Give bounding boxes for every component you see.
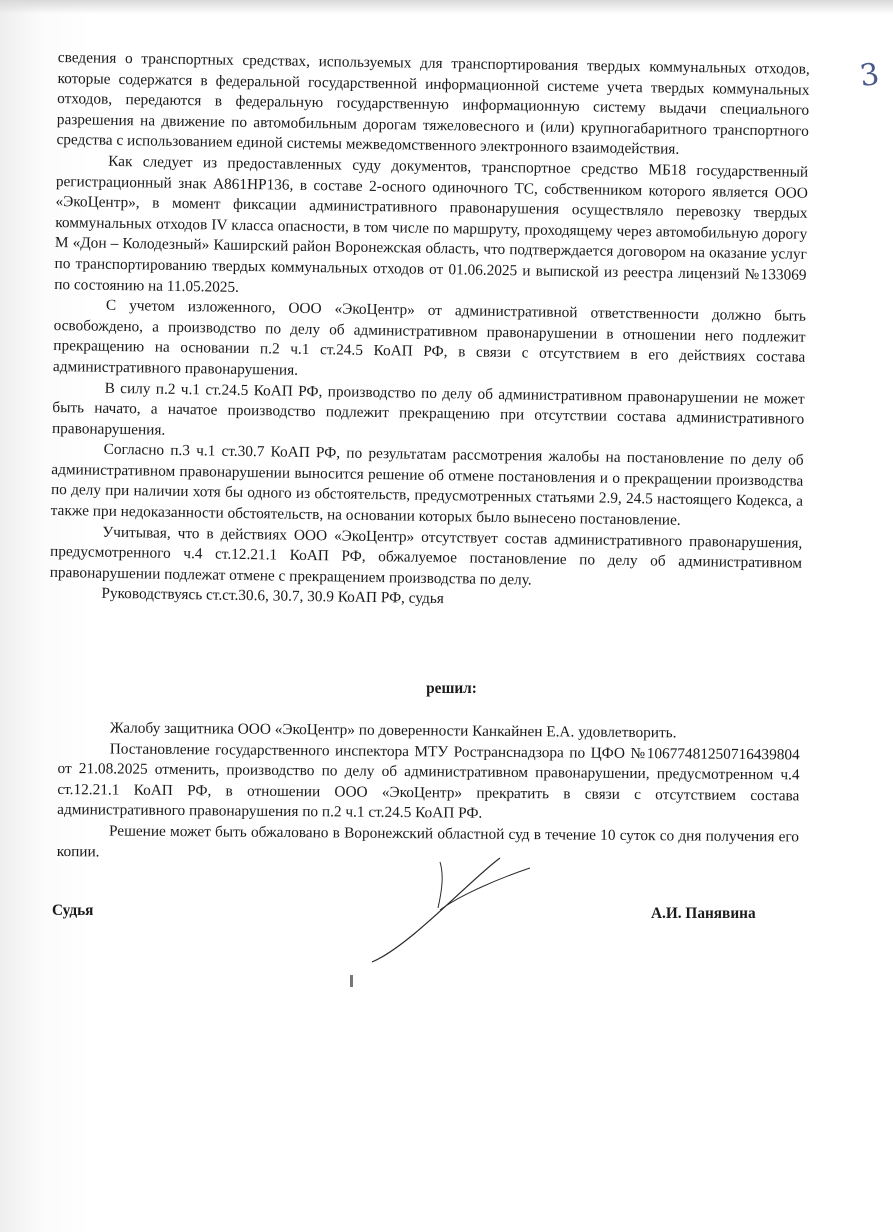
judge-label: Судья <box>52 902 94 919</box>
body-text <box>49 48 810 616</box>
paragraph: Как следует из предоставленных суду документов, транспортное средство МБ18 государственный регистрационный знак А861НР136, в составе 2-осного одиночного ТС, собственником которого является ООО «ЭкоЦентр», в момент фиксации административного правонарушения осуществляло перевозку твердых коммунальных отходов IV класса опасности, в том числе по маршруту, проходящему через автомобильную дорогу М «Дон – Колодезный» Каширский район Воронежская область, что подтверждается договором на оказание услуг по транспортированию твердых коммунальных отходов от 01.06.2025 и выпиской из реестра лицензий №133069 по состоянию на 11.05.2025. <box>54 152 809 296</box>
verdict-heading: решил: <box>426 680 477 697</box>
scan-mark <box>350 975 353 987</box>
paragraph: Учитывая, что в действиях ООО «ЭкоЦентр» отсутствует состав административного правонарушения, предусмотренного ч.4 ст.12.21.1 КоАП РФ, обжалуемое постановление по делу об административном правонарушении подлежат отмене с прекращением производства по делу. <box>49 523 803 589</box>
paragraph: Руководствуясь ст.ст.30.6, 30.7, 30.9 КоАП РФ, судья <box>101 585 444 608</box>
ruling-paragraph: Решение может быть обжаловано в Воронежский областной суд в течение 10 суток со дня получения его копии. <box>56 822 800 860</box>
paragraph: сведения о транспортных средствах, используемых для транспортирования твердых коммунальных отходов, которые содержатся в федеральной государственной информационной системе учета твердых коммунальных отходов, передаются в федеральную государственную информационную систему выдачи специального разрешения на движение по автомобильным дорогам тяжеловесного и (или) крупногабаритного транспортного средства с использованием единой системы межведомственного электронного взаимодействия. <box>56 48 810 159</box>
paragraph: Согласно п.3 ч.1 ст.30.7 КоАП РФ, по результатам рассмотрения жалобы на постановление по делу об административном правонарушении выносится решение об отмене постановления и о прекращении производства по делу при наличии хотя бы одного из обстоятельств, предусмотренных статьями 2.9, 24.5 настоящего Кодекса, а также при недоказанности обстоятельств, на основании которых было вынесено постановление. <box>50 441 804 529</box>
ruling-paragraph: Постановление государственного инспектора МТУ Ространснадзора по ЦФО №10677481250716439804 от 21.08.2025 отменить, производство по делу об административном правонарушении, предусмотренном ч.4 ст.12.21.1 КоАП РФ, в отношении ООО «ЭкоЦентр» прекратить в связи с отсутствием состава административного правонарушения по п.2 ч.1 ст.24.5 КоАП РФ. <box>57 740 800 823</box>
page-number: 3 <box>857 56 882 95</box>
paragraph: В силу п.2 ч.1 ст.24.5 КоАП РФ, производство по делу об административном правонарушении не может быть начато, а начатое производство подлежит прекращению при отсутствии состава административного правонарушения. <box>51 379 805 439</box>
ruling-paragraph: Жалобу защитника ООО «ЭкоЦентр» по доверенности Канкайнен Е.А. удовлетворить. <box>109 719 677 742</box>
judge-name: А.И. Панявина <box>651 905 756 922</box>
ruling-text <box>57 718 800 869</box>
paragraph: С учетом изложенного, ООО «ЭкоЦентр» от административной ответственности должно быть освобождено, а производство по делу об административном правонарушении в отношении него подлежит прекращению на основании п.2 ч.1 ст.24.5 КоАП РФ, в связи с отсутствием в его действиях состава административного правонарушения. <box>52 296 807 379</box>
judge-signature <box>350 850 550 970</box>
scan-shadow <box>0 0 893 14</box>
